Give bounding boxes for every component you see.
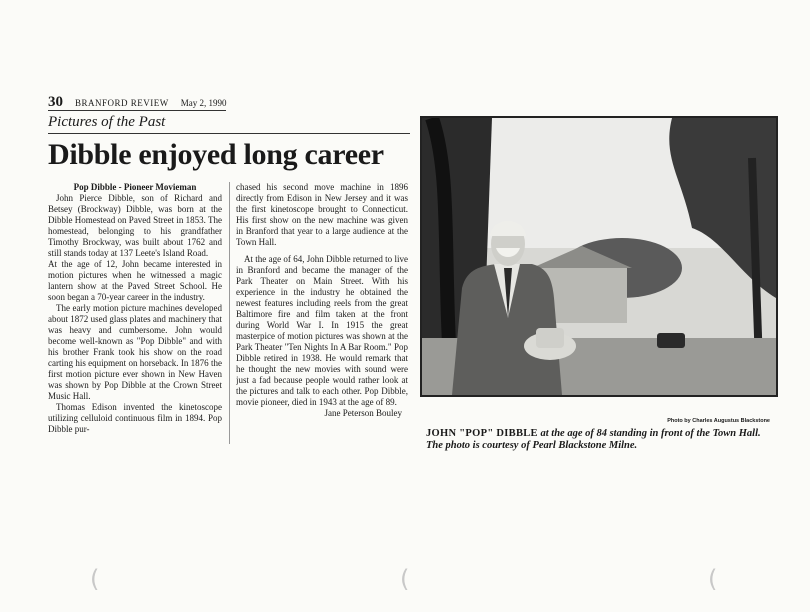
- byline: Jane Peterson Bouley: [324, 408, 402, 418]
- photo-illustration: [422, 118, 776, 395]
- binder-hole-mark: (: [90, 565, 100, 593]
- page-number: 30: [48, 94, 63, 110]
- paragraph: At the age of 64, John Dibble returned to live in Branford and became the manager of the Park Theater on Main Street. With his experience in the industry he obtained the newest features including reels from the great Baltimore fire and film taken at the front during World War I. In 1915 the great masterpice of motion pictures was shown at the Park Theater "Ten Nights In A Bar Room." Pop Dibble retired in 1938. He would remark that he thought the new movies with sound were just a fad because people would rather look at the pictures and talk to each other. Pop Dibble, movie pioneer, died in 1943 at the age of 89.: [236, 254, 408, 407]
- headline: Dibble enjoyed long career: [48, 138, 384, 171]
- kicker-rule: [48, 133, 410, 134]
- article-column-2: [236, 182, 408, 450]
- paragraph: Thomas Edison invented the kinetoscope utilizing celluloid continuous film in 1894. Pop Dibble pur-: [48, 402, 222, 434]
- paragraph: John Pierce Dibble, son of Richard and Betsey (Brockway) Dibble, was born at the Dibble Homestead on Paved Street in 1853. The homestead, belonging to his grandfather Timothy Brockway, was built about 1762 and still stands today at 137 Leete's Island Road.: [48, 193, 222, 258]
- photo-caption: [426, 428, 771, 452]
- article-subhead: Pop Dibble - Pioneer Movieman: [73, 182, 197, 192]
- paragraph: The early motion picture machines developed about 1872 used glass plates and machinery that was heavy and cumbersome. John would become well-known as "Pop Dibble" and with his brother Frank took his show on the road carting his equipment on horseback. In 1876 the first motion picture ever shown in New Haven was shown by Pop Dibble at the Crown Street Music Hall.: [48, 303, 222, 401]
- binder-hole-mark: (: [708, 565, 718, 593]
- section-kicker: Pictures of the Past: [48, 114, 166, 130]
- column-rule: [229, 182, 230, 444]
- caption-name: JOHN "POP" DIBBLE: [426, 428, 538, 439]
- photo-pop-dibble: [420, 116, 778, 397]
- publication-name: BRANFORD REVIEW: [75, 98, 169, 108]
- binder-hole-mark: (: [400, 565, 410, 593]
- paragraph: At the age of 12, John became interested in motion pictures when he witnessed a magic lantern show at the Paved Street School. He soon began a 70-year career in the industry.: [48, 259, 222, 302]
- caption-text: at the age of 84 standing in front of the Town Hall. The photo is courtesy of Pearl Blackstone Milne.: [426, 428, 761, 451]
- paragraph: chased his second move machine in 1896 directly from Edison in New Jersey and it was the first kinetoscope brought to Connecticut. His first show on the new machine was given in Branford that year to a large audience at the Town Hall.: [236, 182, 408, 247]
- photo-credit: Photo by Charles Augustus Blackstone: [667, 418, 770, 424]
- publication-date: May 2, 1990: [180, 98, 227, 108]
- article-column-1: [48, 182, 222, 450]
- masthead-rule: [48, 110, 226, 111]
- masthead: [48, 93, 228, 109]
